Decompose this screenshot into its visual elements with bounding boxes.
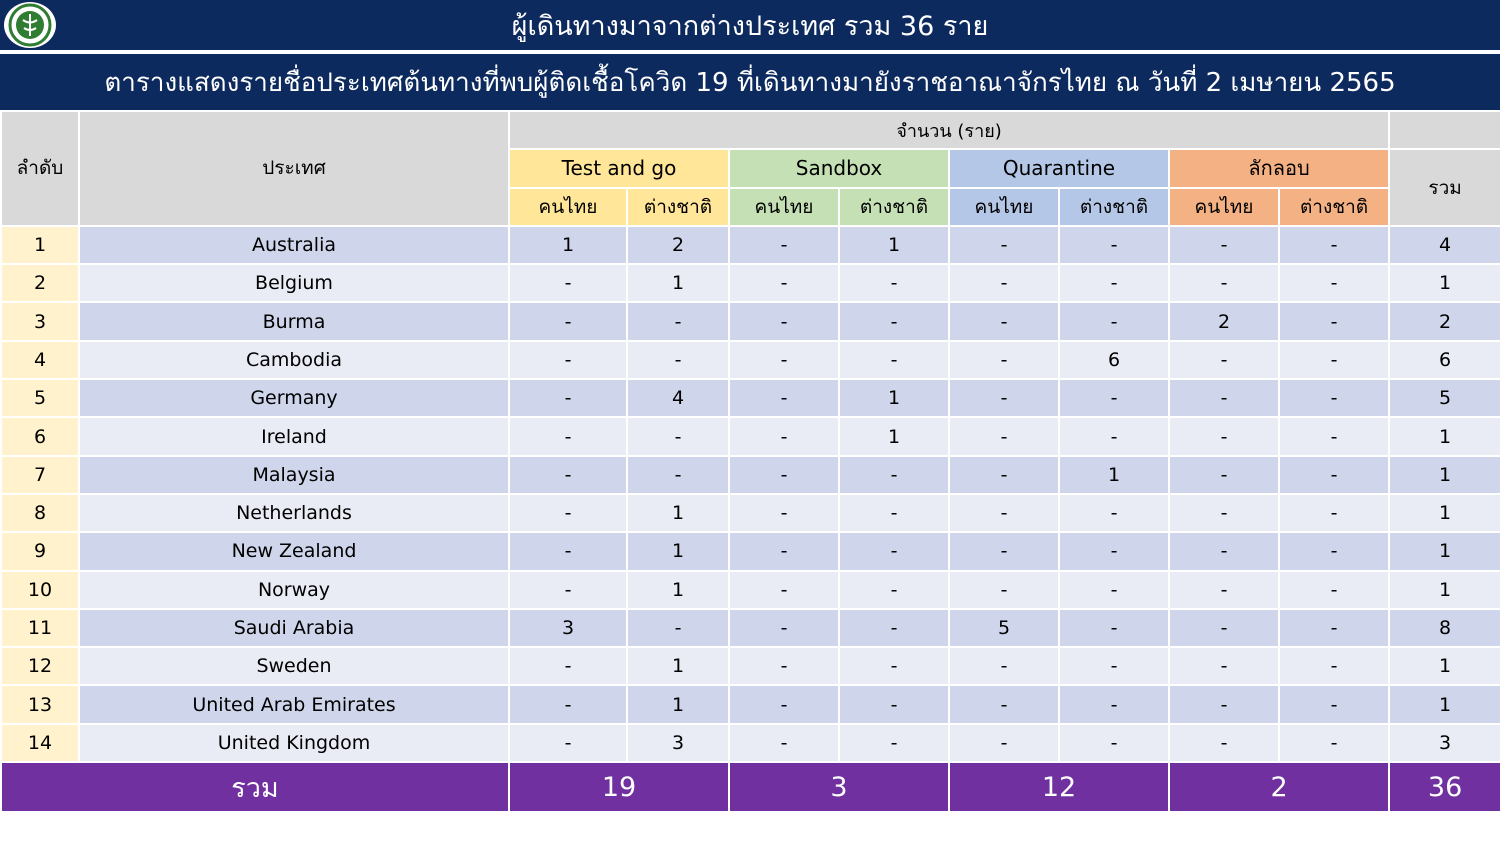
row-country: Cambodia bbox=[79, 341, 509, 379]
table-row bbox=[1, 456, 1500, 494]
table-row bbox=[1, 264, 1500, 302]
cell-value: - bbox=[1279, 226, 1389, 264]
cell-value: - bbox=[1169, 724, 1279, 762]
cell-value: - bbox=[1279, 685, 1389, 723]
cell-value: - bbox=[949, 264, 1059, 302]
cell-value: - bbox=[949, 532, 1059, 570]
table-row bbox=[1, 685, 1500, 723]
cell-value: - bbox=[729, 494, 839, 532]
cell-value: - bbox=[1279, 456, 1389, 494]
row-total: 3 bbox=[1389, 724, 1500, 762]
row-country: Burma bbox=[79, 302, 509, 340]
row-total: 1 bbox=[1389, 571, 1500, 609]
cell-value: - bbox=[1279, 417, 1389, 455]
cell-value: - bbox=[1059, 571, 1169, 609]
cell-value: - bbox=[1059, 647, 1169, 685]
cell-value: - bbox=[1169, 494, 1279, 532]
row-country: Netherlands bbox=[79, 494, 509, 532]
row-country: Malaysia bbox=[79, 456, 509, 494]
cell-value: - bbox=[1059, 532, 1169, 570]
row-total: 1 bbox=[1389, 647, 1500, 685]
cell-value: - bbox=[1169, 456, 1279, 494]
cell-value: - bbox=[509, 379, 627, 417]
row-country: New Zealand bbox=[79, 532, 509, 570]
totals-label: รวม bbox=[1, 762, 509, 812]
cell-value: - bbox=[949, 456, 1059, 494]
table-row bbox=[1, 302, 1500, 340]
cell-value: 2 bbox=[1169, 302, 1279, 340]
cell-value: - bbox=[839, 302, 949, 340]
cell-value: - bbox=[729, 685, 839, 723]
cell-value: - bbox=[627, 417, 729, 455]
cell-value: - bbox=[729, 609, 839, 647]
cell-value: - bbox=[509, 417, 627, 455]
cell-value: - bbox=[839, 456, 949, 494]
cell-value: - bbox=[839, 341, 949, 379]
cell-value: - bbox=[729, 379, 839, 417]
cell-value: 1 bbox=[627, 647, 729, 685]
cell-value: - bbox=[1169, 609, 1279, 647]
totals-row bbox=[1, 762, 1500, 812]
group-smuggle: ลักลอบ bbox=[1169, 149, 1389, 187]
cell-value: - bbox=[949, 494, 1059, 532]
total-sandbox: 3 bbox=[729, 762, 949, 812]
table-row bbox=[1, 647, 1500, 685]
cell-value: 1 bbox=[1059, 456, 1169, 494]
cell-value: - bbox=[949, 685, 1059, 723]
covid-origin-table bbox=[0, 110, 1500, 813]
row-country: Ireland bbox=[79, 417, 509, 455]
row-index: 4 bbox=[1, 341, 79, 379]
cell-value: - bbox=[839, 571, 949, 609]
row-index: 7 bbox=[1, 456, 79, 494]
sub-foreign: ต่างชาติ bbox=[839, 188, 949, 226]
cell-value: - bbox=[839, 494, 949, 532]
row-index: 13 bbox=[1, 685, 79, 723]
cell-value: - bbox=[1059, 379, 1169, 417]
total-test-and-go: 19 bbox=[509, 762, 729, 812]
header-country: ประเทศ bbox=[79, 111, 509, 226]
cell-value: 3 bbox=[509, 609, 627, 647]
cell-value: - bbox=[509, 341, 627, 379]
cell-value: - bbox=[509, 685, 627, 723]
page-subtitle: ตารางแสดงรายชื่อประเทศต้นทางที่พบผู้ติดเชื้อโควิด 19 ที่เดินทางมายังราชอาณาจักรไทย ณ วันที่ 2 เมษายน 2565 bbox=[104, 67, 1396, 98]
table-row bbox=[1, 341, 1500, 379]
cell-value: - bbox=[1279, 647, 1389, 685]
cell-value: - bbox=[729, 647, 839, 685]
cell-value: - bbox=[1279, 379, 1389, 417]
cell-value: - bbox=[1169, 417, 1279, 455]
cell-value: - bbox=[627, 456, 729, 494]
total-smuggle: 2 bbox=[1169, 762, 1389, 812]
row-total: 6 bbox=[1389, 341, 1500, 379]
row-index: 10 bbox=[1, 571, 79, 609]
row-index: 9 bbox=[1, 532, 79, 570]
cell-value: - bbox=[509, 264, 627, 302]
row-index: 1 bbox=[1, 226, 79, 264]
cell-value: 1 bbox=[509, 226, 627, 264]
row-country: United Kingdom bbox=[79, 724, 509, 762]
cell-value: - bbox=[839, 647, 949, 685]
cell-value: - bbox=[729, 417, 839, 455]
cell-value: - bbox=[1279, 264, 1389, 302]
cell-value: - bbox=[1169, 647, 1279, 685]
row-index: 14 bbox=[1, 724, 79, 762]
cell-value: - bbox=[949, 341, 1059, 379]
cell-value: - bbox=[949, 724, 1059, 762]
row-total: 1 bbox=[1389, 417, 1500, 455]
cell-value: - bbox=[1279, 724, 1389, 762]
table-row bbox=[1, 226, 1500, 264]
cell-value: 4 bbox=[627, 379, 729, 417]
cell-value: - bbox=[509, 647, 627, 685]
row-total: 2 bbox=[1389, 302, 1500, 340]
cell-value: 3 bbox=[627, 724, 729, 762]
cell-value: 2 bbox=[627, 226, 729, 264]
sub-thai: คนไทย bbox=[949, 188, 1059, 226]
cell-value: 1 bbox=[839, 379, 949, 417]
cell-value: 1 bbox=[627, 571, 729, 609]
cell-value: - bbox=[509, 724, 627, 762]
row-index: 6 bbox=[1, 417, 79, 455]
grand-total: 36 bbox=[1389, 762, 1500, 812]
moph-emblem-icon bbox=[4, 2, 56, 48]
row-country: Australia bbox=[79, 226, 509, 264]
table-row bbox=[1, 571, 1500, 609]
cell-value: - bbox=[1059, 724, 1169, 762]
cell-value: - bbox=[1279, 494, 1389, 532]
cell-value: - bbox=[949, 647, 1059, 685]
cell-value: 5 bbox=[949, 609, 1059, 647]
header-index: ลำดับ bbox=[1, 111, 79, 226]
row-total: 8 bbox=[1389, 609, 1500, 647]
cell-value: - bbox=[509, 571, 627, 609]
cell-value: - bbox=[839, 264, 949, 302]
row-total: 1 bbox=[1389, 456, 1500, 494]
cell-value: - bbox=[949, 226, 1059, 264]
table-row bbox=[1, 494, 1500, 532]
cell-value: - bbox=[509, 494, 627, 532]
cell-value: - bbox=[729, 302, 839, 340]
row-index: 5 bbox=[1, 379, 79, 417]
cell-value: - bbox=[949, 417, 1059, 455]
sub-thai: คนไทย bbox=[1169, 188, 1279, 226]
table-row bbox=[1, 609, 1500, 647]
table-row bbox=[1, 532, 1500, 570]
row-total: 1 bbox=[1389, 264, 1500, 302]
cell-value: - bbox=[1059, 685, 1169, 723]
cell-value: - bbox=[1279, 571, 1389, 609]
page-subtitle-bar bbox=[0, 52, 1500, 110]
sub-thai: คนไทย bbox=[729, 188, 839, 226]
group-quarantine: Quarantine bbox=[949, 149, 1169, 187]
total-quarantine: 12 bbox=[949, 762, 1169, 812]
cell-value: - bbox=[949, 379, 1059, 417]
row-country: Norway bbox=[79, 571, 509, 609]
cell-value: - bbox=[1059, 302, 1169, 340]
group-sandbox: Sandbox bbox=[729, 149, 949, 187]
cell-value: - bbox=[729, 341, 839, 379]
cell-value: - bbox=[1169, 341, 1279, 379]
cell-value: - bbox=[509, 532, 627, 570]
cell-value: - bbox=[1279, 302, 1389, 340]
row-total: 5 bbox=[1389, 379, 1500, 417]
cell-value: - bbox=[729, 456, 839, 494]
cell-value: - bbox=[1059, 417, 1169, 455]
cell-value: - bbox=[627, 302, 729, 340]
cell-value: 1 bbox=[839, 226, 949, 264]
table-row bbox=[1, 379, 1500, 417]
table-row bbox=[1, 724, 1500, 762]
cell-value: - bbox=[1059, 494, 1169, 532]
cell-value: - bbox=[1169, 226, 1279, 264]
cell-value: - bbox=[729, 226, 839, 264]
cell-value: - bbox=[839, 724, 949, 762]
row-country: Saudi Arabia bbox=[79, 609, 509, 647]
cell-value: - bbox=[1169, 685, 1279, 723]
cell-value: 1 bbox=[627, 685, 729, 723]
cell-value: 1 bbox=[839, 417, 949, 455]
row-country: Belgium bbox=[79, 264, 509, 302]
cell-value: - bbox=[1169, 379, 1279, 417]
row-index: 2 bbox=[1, 264, 79, 302]
header-total: รวม bbox=[1389, 149, 1500, 226]
cell-value: - bbox=[1279, 341, 1389, 379]
row-country: United Arab Emirates bbox=[79, 685, 509, 723]
group-test-and-go: Test and go bbox=[509, 149, 729, 187]
cell-value: - bbox=[509, 302, 627, 340]
row-total: 1 bbox=[1389, 494, 1500, 532]
cell-value: - bbox=[729, 264, 839, 302]
sub-foreign: ต่างชาติ bbox=[1279, 188, 1389, 226]
cell-value: - bbox=[839, 609, 949, 647]
row-country: Sweden bbox=[79, 647, 509, 685]
cell-value: - bbox=[839, 532, 949, 570]
sub-foreign: ต่างชาติ bbox=[627, 188, 729, 226]
row-country: Germany bbox=[79, 379, 509, 417]
header-count: จำนวน (ราย) bbox=[509, 111, 1389, 149]
row-index: 11 bbox=[1, 609, 79, 647]
cell-value: - bbox=[1059, 609, 1169, 647]
cell-value: - bbox=[627, 341, 729, 379]
header-total-top bbox=[1389, 111, 1500, 149]
cell-value: 1 bbox=[627, 264, 729, 302]
row-index: 3 bbox=[1, 302, 79, 340]
page-title-bar bbox=[0, 0, 1500, 50]
cell-value: - bbox=[1059, 226, 1169, 264]
row-index: 12 bbox=[1, 647, 79, 685]
cell-value: 1 bbox=[627, 494, 729, 532]
table-row bbox=[1, 417, 1500, 455]
row-total: 1 bbox=[1389, 685, 1500, 723]
cell-value: - bbox=[949, 571, 1059, 609]
row-index: 8 bbox=[1, 494, 79, 532]
sub-thai: คนไทย bbox=[509, 188, 627, 226]
cell-value: 1 bbox=[627, 532, 729, 570]
sub-foreign: ต่างชาติ bbox=[1059, 188, 1169, 226]
cell-value: - bbox=[509, 456, 627, 494]
cell-value: - bbox=[1059, 264, 1169, 302]
cell-value: - bbox=[729, 571, 839, 609]
cell-value: - bbox=[1169, 571, 1279, 609]
cell-value: - bbox=[729, 532, 839, 570]
row-total: 4 bbox=[1389, 226, 1500, 264]
cell-value: - bbox=[627, 609, 729, 647]
cell-value: - bbox=[1279, 532, 1389, 570]
page-title: ผู้เดินทางมาจากต่างประเทศ รวม 36 ราย bbox=[511, 10, 989, 42]
cell-value: - bbox=[729, 724, 839, 762]
cell-value: - bbox=[1169, 264, 1279, 302]
cell-value: - bbox=[1169, 532, 1279, 570]
cell-value: - bbox=[949, 302, 1059, 340]
cell-value: - bbox=[1279, 609, 1389, 647]
table-body bbox=[1, 226, 1500, 812]
cell-value: - bbox=[839, 685, 949, 723]
cell-value: 6 bbox=[1059, 341, 1169, 379]
row-total: 1 bbox=[1389, 532, 1500, 570]
